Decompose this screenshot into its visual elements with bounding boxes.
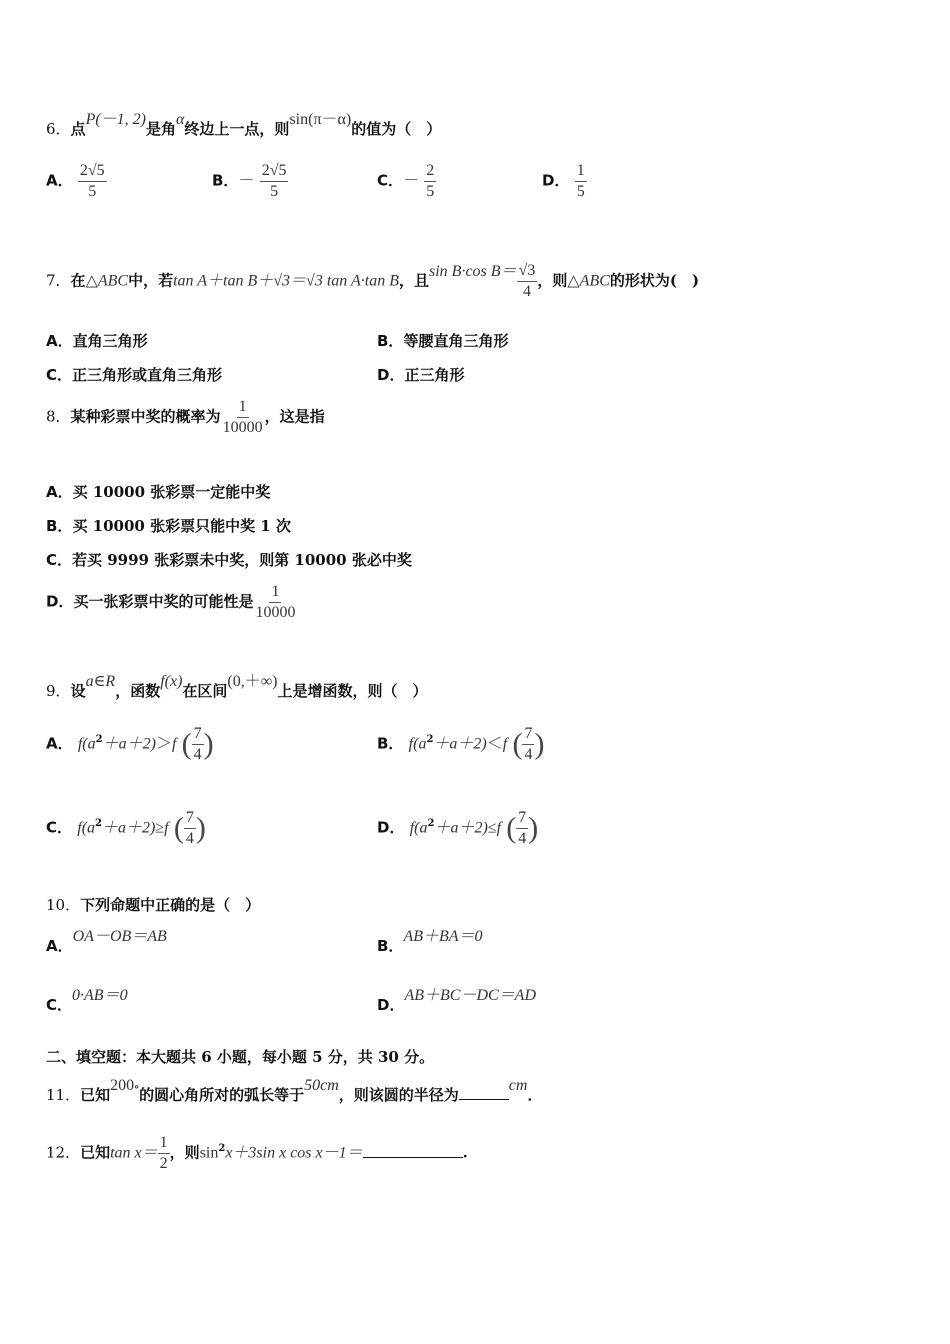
fraction: $\frac{7}{4}$	[518, 809, 527, 847]
fraction: $\frac{1}{10000}$	[222, 398, 263, 436]
fraction: $\frac{1}{10000}$	[255, 583, 296, 621]
q9-option-a[interactable]: A． $f(a^2+a+2)>f$ ( $\frac{7}{4}$ )	[46, 725, 214, 763]
fraction: $\frac{7}{4}$	[185, 809, 194, 847]
question-12: 12．已知tan x＝ $\frac{1}{2}$ ，则$\sin^2x+3\sin$ x cos x－1＝ .	[46, 1134, 468, 1172]
question-number: 7．	[46, 271, 71, 290]
question-6: 6．点P(－1, 2)是角α终边上一点，则sin(π－α)的值为（ ）	[46, 111, 442, 138]
q9-option-b[interactable]: B． $f(a^2+a+2)<f$ ( $\frac{7}{4}$ )	[377, 725, 545, 763]
answer-blank[interactable]	[459, 1087, 509, 1100]
q8-option-a[interactable]: A．买 10000 张彩票一定能中奖	[46, 483, 271, 501]
q10-option-c[interactable]: C．0·AB＝0	[46, 987, 128, 1014]
math-alpha: α	[176, 111, 185, 128]
question-9: 9．设a∈R，函数f(x)在区间(0,＋∞)上是增函数，则（ ）	[46, 673, 428, 700]
q10-option-a[interactable]: A．OA－OB＝AB	[46, 928, 167, 955]
question-number: 10．	[46, 896, 81, 914]
fraction: $\frac{1}{2}$	[159, 1134, 168, 1172]
math-point: P(－1, 2)	[85, 111, 146, 128]
q8-option-c[interactable]: C．若买 9999 张彩票未中奖，则第 10000 张必中奖	[46, 551, 412, 569]
q7-option-a[interactable]: A．直角三角形	[46, 332, 148, 350]
question-number: 12．	[46, 1143, 81, 1162]
question-number: 8．	[46, 407, 71, 426]
question-10: 10．下列命题中正确的是（ ）	[46, 896, 261, 914]
q9-option-d[interactable]: D． $f(a^2+a+2)\le f$ ( $\frac{7}{4}$ )	[377, 809, 539, 847]
q7-option-c[interactable]: C．正三角形或直角三角形	[46, 366, 223, 384]
question-number: 9．	[46, 682, 71, 700]
fraction: $\frac{1}{5}$	[576, 162, 585, 200]
q7-option-b[interactable]: B．等腰直角三角形	[377, 332, 509, 350]
fraction: $\frac{7}{4}$	[193, 725, 202, 763]
question-number: 11．	[46, 1086, 81, 1104]
fraction: $\frac{7}{4}$	[524, 725, 533, 763]
section-heading: 二、填空题：本大题共 6 小题，每小题 5 分，共 30 分。	[46, 1048, 435, 1066]
q6-option-c[interactable]: C．－ $\frac{2}{5}$	[377, 162, 435, 200]
math-tan-expr: tan A＋tan B＋√3＝√3 tan A·tan B	[173, 272, 399, 290]
q6-option-b[interactable]: B．－ $\frac{2√5}{5}$	[212, 162, 287, 200]
q8-option-b[interactable]: B．买 10000 张彩票只能中奖 1 次	[46, 517, 291, 535]
fraction: $\frac{2}{5}$	[426, 162, 435, 200]
q6-option-d[interactable]: D． $\frac{1}{5}$	[542, 162, 585, 200]
question-8: 8．某种彩票中奖的概率为 $\frac{1}{10000}$ ，这是指	[46, 398, 325, 436]
fraction: $\frac{2√5}{5}$	[261, 162, 287, 200]
q10-option-b[interactable]: B．AB＋BA＝0	[377, 928, 483, 955]
q9-option-c[interactable]: C． $f(a^2+a+2)\ge f$ ( $\frac{7}{4}$ )	[46, 809, 206, 847]
q6-option-a[interactable]: A． $\frac{2√5}{5}$	[46, 162, 105, 200]
q7-option-d[interactable]: D．正三角形	[377, 366, 465, 384]
q10-option-d[interactable]: D．AB＋BC－DC＝AD	[377, 987, 537, 1014]
question-11: 11．已知200°的圆心角所对的弧长等于50cm，则该圆的半径为cm．	[46, 1077, 543, 1104]
question-number: 6．	[46, 120, 71, 138]
math-sin-expr: sin(π－α)	[289, 111, 352, 128]
fraction: $\frac{2√5}{5}$	[79, 162, 105, 200]
question-7: 7．在△ABC中，若tan A＋tan B＋√3＝√3 tan A·tan B，且sin B·cos B＝ $\frac{√3}{4}$ ，则△ABC的形状为( )	[46, 262, 700, 300]
fraction: $\frac{√3}{4}$	[518, 262, 536, 300]
answer-blank[interactable]	[363, 1145, 463, 1158]
q8-option-d[interactable]: D．买一张彩票中奖的可能性是 $\frac{1}{10000}$	[46, 583, 296, 621]
